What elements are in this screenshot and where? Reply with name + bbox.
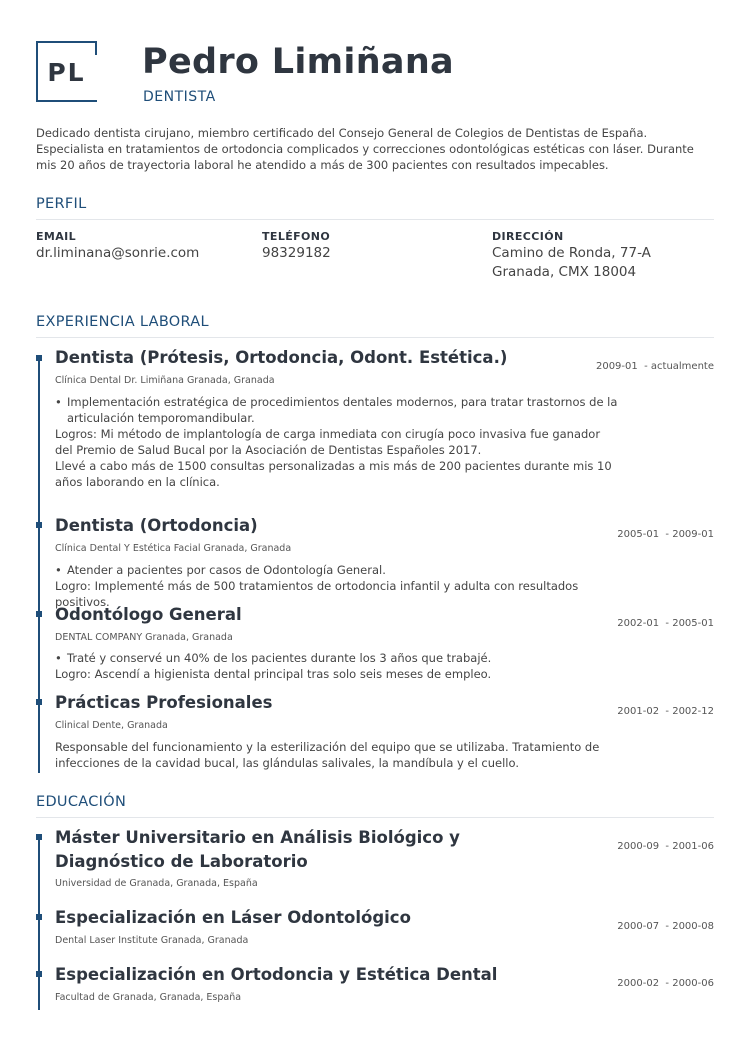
candidate-name: Pedro Limiñana <box>142 42 454 82</box>
address-line2: Granada, CMX 18004 <box>492 264 637 280</box>
experience-bullet: • Atender a pacientes por casos de Odontología General. <box>55 562 620 578</box>
section-title-experience: EXPERIENCIA LABORAL <box>36 314 209 330</box>
experience-achievement: Llevé a cabo más de 1500 consultas personalizadas a mis más de 200 pacientes durante mis 10 años laborando en la clínica. <box>55 459 612 489</box>
experience-title: Prácticas Profesionales <box>55 693 273 712</box>
experience-company: Clinical Dente, Granada <box>55 720 168 731</box>
experience-description <box>55 394 620 490</box>
timeline-marker <box>36 611 42 617</box>
education-title: Especialización en Ortodoncia y Estética Dental <box>55 965 498 984</box>
email-value[interactable]: dr.liminana@sonrie.com <box>36 245 200 261</box>
experience-title: Odontólogo General <box>55 605 242 624</box>
experience-timeline <box>38 355 40 773</box>
education-title: Máster Universitario en Análisis Biológico y Diagnóstico de Laboratorio <box>55 828 460 871</box>
experience-date: 2005-01 - 2009-01 <box>617 529 714 540</box>
timeline-marker <box>36 834 42 840</box>
experience-company: Clínica Dental Y Estética Facial Granada, Granada <box>55 543 292 554</box>
experience-date: 2002-01 - 2005-01 <box>617 618 714 629</box>
education-date: 2000-02 - 2000-06 <box>617 978 714 989</box>
experience-achievement: Responsable del funcionamiento y la esterilización del equipo que se utilizaba. Tratamiento de infecciones de la cavidad bucal, las glándulas salivales, la mandíbula y el cuello. <box>55 740 600 770</box>
experience-achievement: Logro: Implementé más de 500 tratamientos de ortodoncia infantil y adulta con resultados positivos. <box>55 579 579 609</box>
address-label: DIRECCIÓN <box>492 230 564 243</box>
education-timeline <box>38 834 40 1010</box>
experience-bullet: • Implementación estratégica de procedimientos dentales modernos, para tratar trastornos de la articulación temporomandibular. <box>55 394 620 426</box>
section-divider <box>36 219 714 220</box>
experience-date: 2001-02 - 2002-12 <box>617 706 714 717</box>
phone-value[interactable]: 98329182 <box>262 245 331 261</box>
candidate-role: DENTISTA <box>143 89 216 105</box>
education-date: 2000-09 - 2001-06 <box>617 841 714 852</box>
timeline-marker <box>36 971 42 977</box>
experience-achievement: Logro: Ascendí a higienista dental principal tras solo seis meses de empleo. <box>55 667 492 681</box>
education-institution: Dental Laser Institute Granada, Granada <box>55 935 249 946</box>
timeline-marker <box>36 355 42 361</box>
experience-company: Clínica Dental Dr. Limiñana Granada, Granada <box>55 375 275 386</box>
monogram-initials: PL <box>47 58 86 87</box>
section-divider <box>36 817 714 818</box>
section-title-profile: PERFIL <box>36 196 87 212</box>
experience-title: Dentista (Ortodoncia) <box>55 516 258 535</box>
experience-title: Dentista (Prótesis, Ortodoncia, Odont. Estética.) <box>55 348 508 367</box>
summary-text: Dedicado dentista cirujano, miembro certificado del Consejo General de Colegios de Dentistas de España. Especialista en tratamientos de ortodoncia complicados y correcciones odontológicas estéticas con láser. Durante mis 20 años de trayectoria laboral he atendido a más de 300 pacientes con resultados impecables. <box>36 126 694 172</box>
education-institution: Facultad de Granada, Granada, España <box>55 992 242 1003</box>
education-institution: Universidad de Granada, Granada, España <box>55 878 258 889</box>
timeline-marker <box>36 522 42 528</box>
experience-achievement: Logros: Mi método de implantología de carga inmediata con cirugía poco invasiva fue ganador del Premio de Salud Bucal por la Asociación de Dentistas Españoles 2017. <box>55 427 601 457</box>
education-title: Especialización en Láser Odontológico <box>55 908 411 927</box>
experience-company: DENTAL COMPANY Granada, Granada <box>55 632 233 643</box>
phone-label: TELÉFONO <box>262 230 331 243</box>
address-line1: Camino de Ronda, 77-A <box>492 245 651 261</box>
section-title-education: EDUCACIÓN <box>36 794 127 810</box>
timeline-marker <box>36 914 42 920</box>
experience-date: 2009-01 - actualmente <box>595 361 714 372</box>
experience-description <box>55 739 620 771</box>
education-date: 2000-07 - 2000-08 <box>617 921 714 932</box>
monogram-logo <box>36 41 97 102</box>
email-label: EMAIL <box>36 230 77 243</box>
section-divider <box>36 337 714 338</box>
timeline-marker <box>36 699 42 705</box>
experience-bullet: • Traté y conservé un 40% de los pacientes durante los 3 años que trabajé. <box>55 650 620 666</box>
experience-description <box>55 650 620 682</box>
